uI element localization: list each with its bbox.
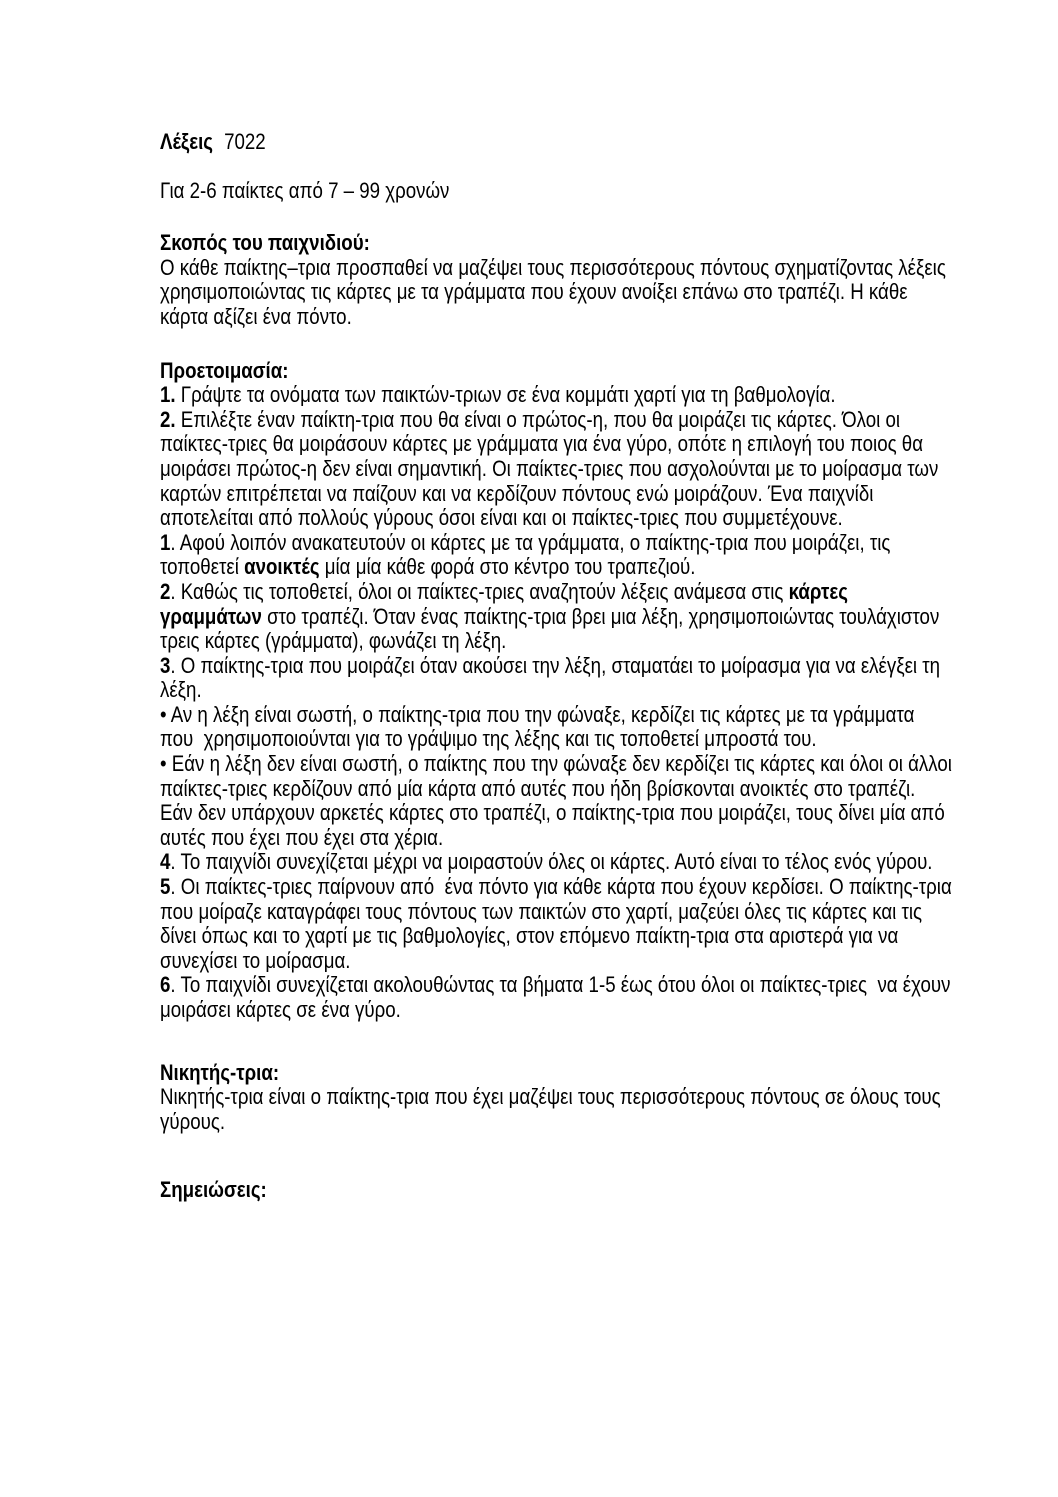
step-text-bold: ανοικτές bbox=[244, 554, 320, 580]
step-text: . Οι παίκτες-τριες παίρνουν από ένα πόντο για κάθε κάρτα που έχουν κερδίσει. Ο παίκτης-τρια που μοίραζε καταγράφει τους πόντους των παικτών στο χαρτί, μαζεύει όλες τις κάρτες και τις δίνει όπως και το χαρτί με τις βαθμολογίες, στον επόμενο παίκτη-τρια στα αριστερά για να συνεχίσει το μοίρασμα. bbox=[160, 874, 957, 973]
step-text: στο τραπέζι. Όταν ένας παίκτης-τρια βρει μια λέξη, χρησιμοποιώντας τουλάχιστον τρεις κάρτες (γράμματα), φωνάζει τη λέξη. bbox=[160, 603, 945, 654]
step-item bbox=[160, 580, 952, 654]
step-text-bold: κάρτες γραμμάτων bbox=[160, 578, 854, 629]
purpose-body: Ο κάθε παίκτης–τρια προσπαθεί να μαζέψει τους περισσότερους πόντους σχηματίζοντας λέξεις χρησιμοποιώντας τις κάρτες με τα γράμματα που έχουν ανοίξει επάνω στο τραπέζι. Η κάθε κάρτα αξίζει ένα πόντο. bbox=[160, 254, 946, 329]
game-title: Λέξεις bbox=[160, 129, 214, 154]
bullet-text: Αν η λέξη είναι σωστή, ο παίκτης-τρια που την φώναξε, κερδίζει τις κάρτες με τα γράμματα που χρησιμοποιούνται για το γράψιμο της λέξης και τις τοποθετεί μπροστά του. bbox=[160, 701, 920, 752]
winner-body: Νικητής-τρια είναι ο παίκτης-τρια που έχει μαζέψει τους περισσότερους πόντους σε όλους τους γύρους. bbox=[160, 1084, 941, 1134]
step-text: Επιλέξτε έναν παίκτη-τρια που θα είναι ο πρώτος-η, που θα μοιράζει τις κάρτες. Όλοι οι παίκτες-τριες θα μοιράσουν κάρτες με γράμματα για ένα γύρο, οπότε η επιλογή του ποιος θα μοιράσει πρώτος-η δεν είναι σημαντική. Οι παίκτες-τριες που ασχολούνται με το μοίρασμα των καρτών επιτρέπεται να παίζουν και να κερδίζουν πόντους ενώ μοιράζουν. Ένα παιχνίδι αποτελείται από πολλούς γύρους όσοι είναι και οι παίκτες-τριες που συμμετέχουνε. bbox=[160, 406, 944, 531]
step-item bbox=[160, 408, 952, 531]
bullet-text: Εάν η λέξη δεν είναι σωστή, ο παίκτης που την φώναξε δεν κερδίζει τις κάρτες και όλοι οι άλλοι παίκτες-τριες κερδίζουν από μία κάρτα από αυτές που ήδη βρίσκονται ανοικτές στο τραπέζι. Εάν δεν υπάρχουν αρκετές κάρτες στο τραπέζι, ο παίκτης-τρια που μοιράζει, τους δίνει μία από αυτές που έχει που έχει στα χέρια. bbox=[160, 751, 958, 850]
players-line: Για 2-6 παίκτες από 7 – 99 χρονών bbox=[160, 177, 450, 203]
bullet-item bbox=[160, 703, 952, 752]
step-marker: 2. bbox=[160, 406, 176, 432]
step-marker: 6 bbox=[160, 972, 171, 998]
bullet-item bbox=[160, 751, 958, 850]
step-text: Γράψτε τα ονόματα των παικτών-τριων σε ένα κομμάτι χαρτί για τη βαθμολογία. bbox=[175, 382, 836, 408]
step-item bbox=[160, 874, 957, 973]
step-item bbox=[160, 850, 952, 875]
title-line bbox=[160, 130, 952, 155]
step-text: . Αφού λοιπόν ανακατευτούν οι κάρτες με τα γράμματα, ο παίκτης-τρια που μοιράζει, τις τοποθετεί bbox=[160, 529, 896, 580]
step-marker: 5 bbox=[160, 874, 171, 900]
step-item bbox=[160, 654, 952, 703]
step-marker: 3 bbox=[160, 652, 171, 678]
step-item bbox=[160, 383, 952, 408]
bullet-marker: • bbox=[160, 701, 167, 727]
notes-heading: Σημειώσεις: bbox=[160, 1177, 267, 1203]
purpose-heading: Σκοπός του παιχνιδιού: bbox=[160, 230, 370, 256]
step-marker: 2 bbox=[160, 578, 171, 604]
step-marker: 1 bbox=[160, 529, 171, 555]
product-number: 7022 bbox=[224, 129, 266, 154]
step-text: μία μία κάθε φορά στο κέντρο του τραπεζιού. bbox=[319, 554, 696, 580]
winner-heading: Νικητής-τρια: bbox=[160, 1059, 280, 1085]
step-item bbox=[160, 531, 952, 580]
step-item bbox=[160, 972, 956, 1022]
document-content bbox=[160, 129, 958, 1203]
step-text: . Το παιχνίδι συνεχίζεται μέχρι να μοιραστούν όλες οι κάρτες. Αυτό είναι το τέλος ενός γύρου. bbox=[170, 849, 933, 875]
step-marker: 1. bbox=[160, 382, 176, 408]
step-text: . Καθώς τις τοποθετεί, όλοι οι παίκτες-τριες αναζητούν λέξεις ανάμεσα στις bbox=[170, 578, 789, 604]
bullet-marker: • bbox=[160, 751, 167, 777]
step-text: . Το παιχνίδι συνεχίζεται ακολουθώντας τα βήματα 1-5 έως ότου όλοι οι παίκτες-τριες να έχουν μοιράσει κάρτες σε ένα γύρο. bbox=[160, 972, 956, 1022]
preparation-heading: Προετοιμασία: bbox=[160, 357, 289, 383]
step-marker: 4 bbox=[160, 849, 171, 875]
step-text: . Ο παίκτης-τρια που μοιράζει όταν ακούσει την λέξη, σταματάει το μοίρασμα για να ελέγξει τη λέξη. bbox=[160, 652, 946, 703]
